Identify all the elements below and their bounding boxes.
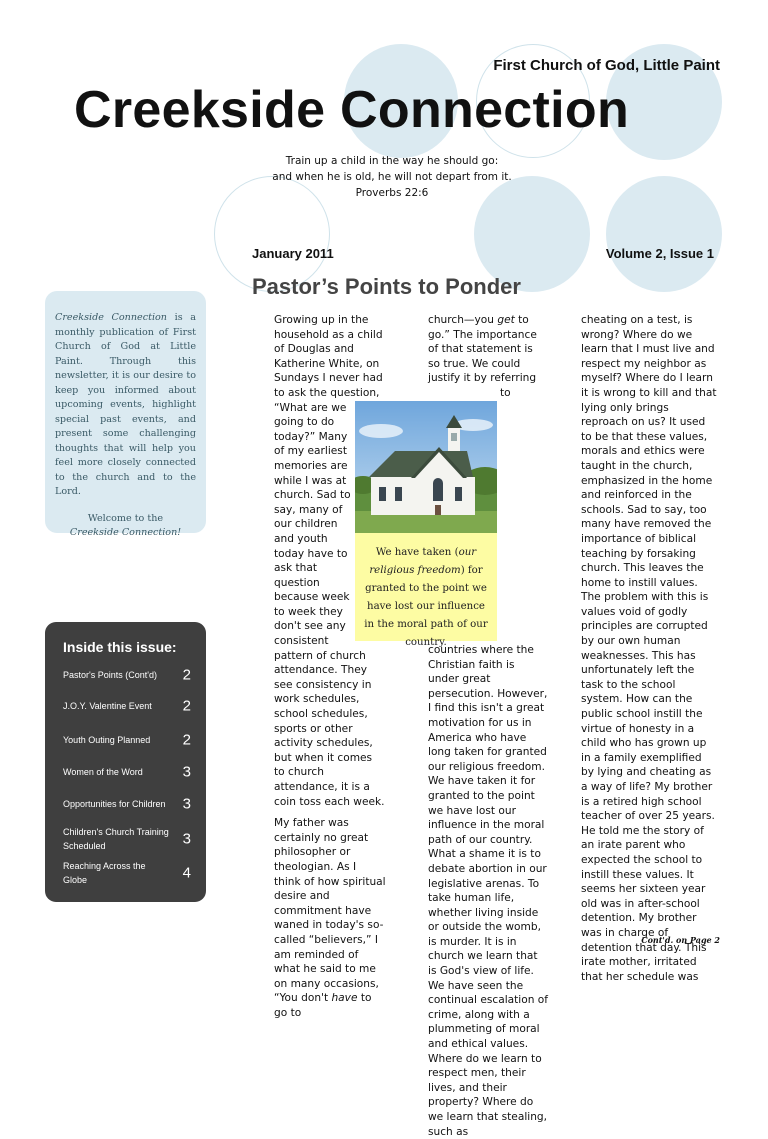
decor-circle: [606, 176, 722, 292]
intro-box: [45, 291, 206, 538]
article-paragraph: Growing up in the household as a child of Douglas and Katherine White, on Sundays I never had to ask the question, “What are we going to do today?” Many of my earliest memories are while I was at church. Sad to say, many of our children and youth today have to ask that question because week to week they don't see any consistent pattern of church attendance. They see consistency in work schedules, school schedules, sports or other activity schedules, but when it comes to church attendance, it is a coin toss each week.: [274, 314, 385, 808]
pull-quote: [355, 533, 497, 648]
toc-page-number: 3: [182, 830, 191, 848]
paragraph-text: My father was certainly no great philosopher or theologian. As I think of how spiritual desire and commitment have waned in today's so-called “believers,” I am reminded of what he said to me on many occasions, “You don't: [274, 817, 386, 1005]
inside-title: Inside this issue:: [63, 639, 177, 655]
issue-date: January 2011: [252, 246, 334, 261]
paragraph-text: to go.” The importance of that statement is so true. We could justify it by referring to countries where the Christian faith is under great persecution. However, I find this isn't a great motivation for us in America who have long taken for granted our religious freedom. We have taken it for granted to the point we have lost our influence in the moral path of our country. What a shame it is to debate abortion in our legislative arenas. To take human life, whether living inside or outside the womb, is murder. It is in church we learn that is God's view of life. We have seen the continual escalation of crime, along with a plummeting of moral and ethical values. Where do we learn to respect men, their lives, and their property? Where do we learn that stealing, such as: [428, 314, 549, 1138]
church-name: First Church of God, Little Paint: [493, 57, 720, 74]
welcome-publication: Creekside Connection!: [69, 527, 182, 538]
volume-issue: Volume 2, Issue 1: [605, 246, 714, 261]
toc-page-number: 2: [182, 666, 191, 684]
toc-row[interactable]: [63, 757, 199, 787]
toc-label: Opportunities for Children: [63, 799, 166, 809]
welcome-prefix: Welcome to the: [87, 512, 164, 524]
toc-label: Reaching Across the Globe: [63, 861, 146, 885]
article-paragraph: cheating on a test, is wrong? Where do we learn that I must live and respect my neighbor as myself? Where do I learn it is wrong to kill and that lying only brings reproach on us? It used to be that these values, morals and ethics were taught in the church, emphasized in the home and reinforced in the schools. Sad to say, too many have removed the importance of biblical teaching by forsaking church. This leaves the home to instill values. The problem with this is values void of godly principles are corrupted by our own human weaknesses. This has unfortunately left the task to the school system. How can the public school instill the virtue of honesty in a child who has grown up in a family exemplified by lying and cheating as a way of life? My brother is a retired high school teacher of over 25 years. He told me the story of an irate parent who expected the school to instill these values. It seems her sixteen year old was in after-school detention. My brother was in charge of detention that day. This irate mother, irritated that her schedule was: [581, 314, 717, 983]
continued-note[interactable]: Cont'd. on Page 2: [641, 935, 720, 945]
toc-row[interactable]: [63, 858, 199, 888]
toc-row[interactable]: [63, 824, 199, 854]
toc-row[interactable]: [63, 660, 199, 690]
intro-text: [55, 311, 196, 500]
paragraph-emphasis: have: [331, 992, 358, 1005]
toc-page-number: 3: [182, 795, 191, 813]
inside-this-issue: [45, 622, 206, 902]
scripture-verse: [250, 153, 534, 201]
toc-page-number: 2: [182, 731, 191, 749]
toc-label: Pastor's Points (Cont'd): [63, 670, 157, 680]
toc-label: Children's Church Training Scheduled: [63, 827, 169, 851]
paragraph-text: to go to: [274, 992, 372, 1019]
newsletter-title: Creekside Connection: [74, 81, 630, 139]
toc-page-number: 4: [182, 864, 191, 882]
toc-label: Women of the Word: [63, 767, 143, 777]
toc-page-number: 3: [182, 763, 191, 781]
quote-text: ) for granted to the point we have lost our influence in the moral path of our country.: [364, 565, 488, 648]
article-paragraph: [274, 816, 386, 1020]
toc-row[interactable]: [63, 725, 199, 755]
church-photo: [355, 401, 497, 533]
quote-emphasis: our religious freedom: [369, 547, 477, 576]
verse-line: and when he is old, he will not depart from it.: [272, 171, 512, 183]
quote-text: We have taken (: [375, 547, 459, 558]
toc-page-number: 2: [182, 697, 191, 715]
verse-line: Train up a child in the way he should go:: [285, 155, 499, 167]
article-title: Pastor’s Points to Ponder: [252, 274, 521, 299]
intro-publication-name: Creekside Connection: [55, 312, 167, 323]
paragraph-text: church—you: [428, 314, 498, 326]
church-building-icon: [355, 401, 497, 533]
toc-row[interactable]: [63, 691, 199, 721]
toc-label: Youth Outing Planned: [63, 735, 151, 745]
article-column-3: [581, 313, 717, 984]
verse-reference: Proverbs 22:6: [355, 187, 429, 199]
intro-body: is a monthly publication of First Church of God at Little Paint. Through this newsletter, it is our desire to keep you informed about upcoming events, highlight special past events, and present some challenging thoughts that will help you feel more closely connected to the church and to the Lord.: [55, 312, 196, 497]
intro-welcome: [55, 512, 196, 541]
paragraph-emphasis: get: [497, 314, 515, 326]
toc-row[interactable]: [63, 789, 199, 819]
toc-label: J.O.Y. Valentine Event: [63, 701, 152, 711]
